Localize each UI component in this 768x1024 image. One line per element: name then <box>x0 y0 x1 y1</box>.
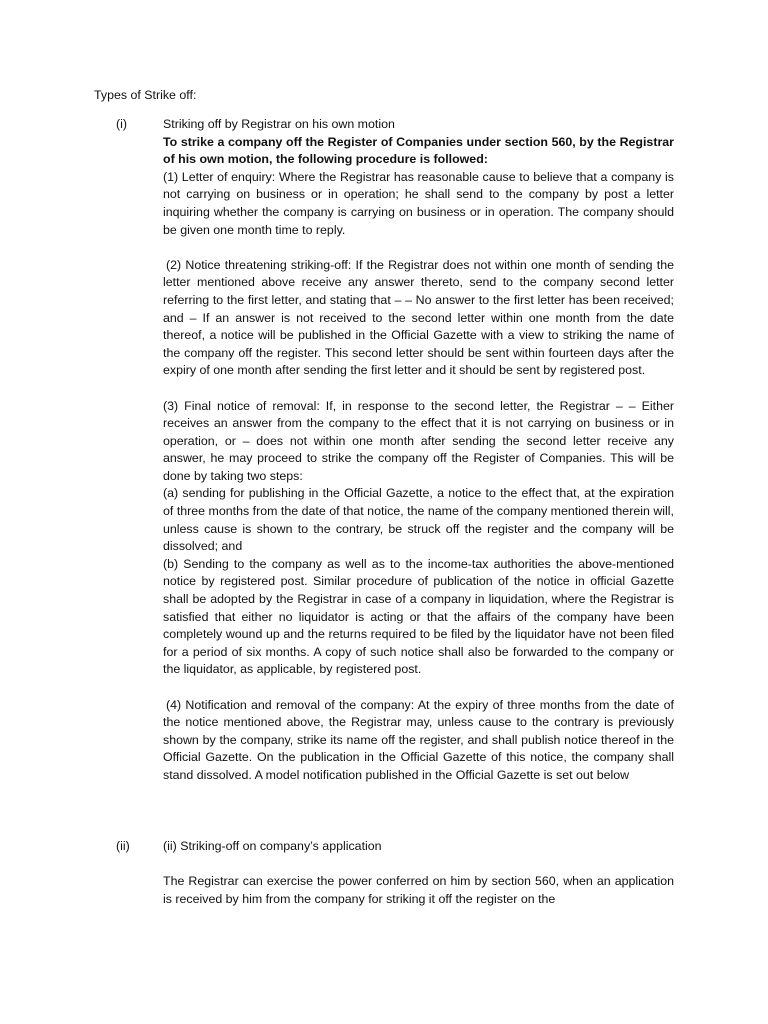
item-i-para-4: (4) Notification and removal of the company: At the expiry of three months from the date of the notice mentioned above, the Registrar may, unless cause to the contrary is previously shown by the company, strike its name off the register, and shall publish notice thereof in the Official Gazette. On the publication in the Official Gazette of this notice, the company shall stand dissolved. A model notification published in the Official Gazette is set out below <box>163 697 674 782</box>
item-ii-block <box>163 838 674 908</box>
item-i-block <box>163 116 674 785</box>
page-heading: Types of Strike off: <box>94 88 197 102</box>
item-i-intro: To strike a company off the Register of Companies under section 560, by the Registrar of his own motion, the following procedure is followed: <box>163 134 674 167</box>
item-i-para-2: (2) Notice threatening striking-off: If the Registrar does not within one month of sending the letter mentioned above receive any answer thereto, send to the company second letter referring to the first letter, and stating that – – No answer to the first letter has been received; and – If an answer is not received to the second letter within one month from the date thereof, a notice will be published in the Official Gazette with a view to striking the name of the company off the register. This second letter should be sent within fourteen days after the expiry of one month after sending the first letter and it should be sent by registered post. <box>163 257 674 378</box>
item-number-ii: (ii) <box>116 839 130 853</box>
item-i-para-3b: (b) Sending to the company as well as to the income-tax authorities the above-mentioned notice by registered post. Similar procedure of publication of the notice in official Gazette shall be adopted by the Registrar in case of a company in liquidation, where the Registrar is satisfied that either no liquidator is acting or that the affairs of the company have been completely wound up and the returns required to be filed by the liquidator have not been filed for a period of six months. A copy of such notice shall also be forwarded to the company or the liquidator, as applicable, by registered post. <box>163 556 674 677</box>
item-i-para-3a: (a) sending for publishing in the Official Gazette, a notice to the effect that, at the expiration of three months from the date of that notice, the name of the company mentioned therein will, unless cause is shown to the contrary, be struck off the register and the company will be dissolved; and <box>163 486 674 554</box>
item-i-para-1: (1) Letter of enquiry: Where the Registrar has reasonable cause to believe that a company is not carrying on business or in operation; he shall send to the company by post a letter inquiring whether the company is carrying on business or in operation. The company should be given one month time to reply. <box>163 169 674 237</box>
item-i-title: Striking off by Registrar on his own motion <box>163 117 395 131</box>
item-number-i: (i) <box>116 117 128 131</box>
item-i-para-3: (3) Final notice of removal: If, in response to the second letter, the Registrar – – Either receives an answer from the company to the effect that it is not carrying on business or in operation, or – does not within one month after sending the second letter receive any answer, he may proceed to strike the company off the Register of Companies. This will be done by taking two steps: <box>163 398 674 483</box>
item-ii-para-1: The Registrar can exercise the power conferred on him by section 560, when an application is received by him from the company for striking it off the register on the <box>163 874 674 906</box>
item-ii-title: (ii) Striking-off on company’s application <box>163 839 382 853</box>
